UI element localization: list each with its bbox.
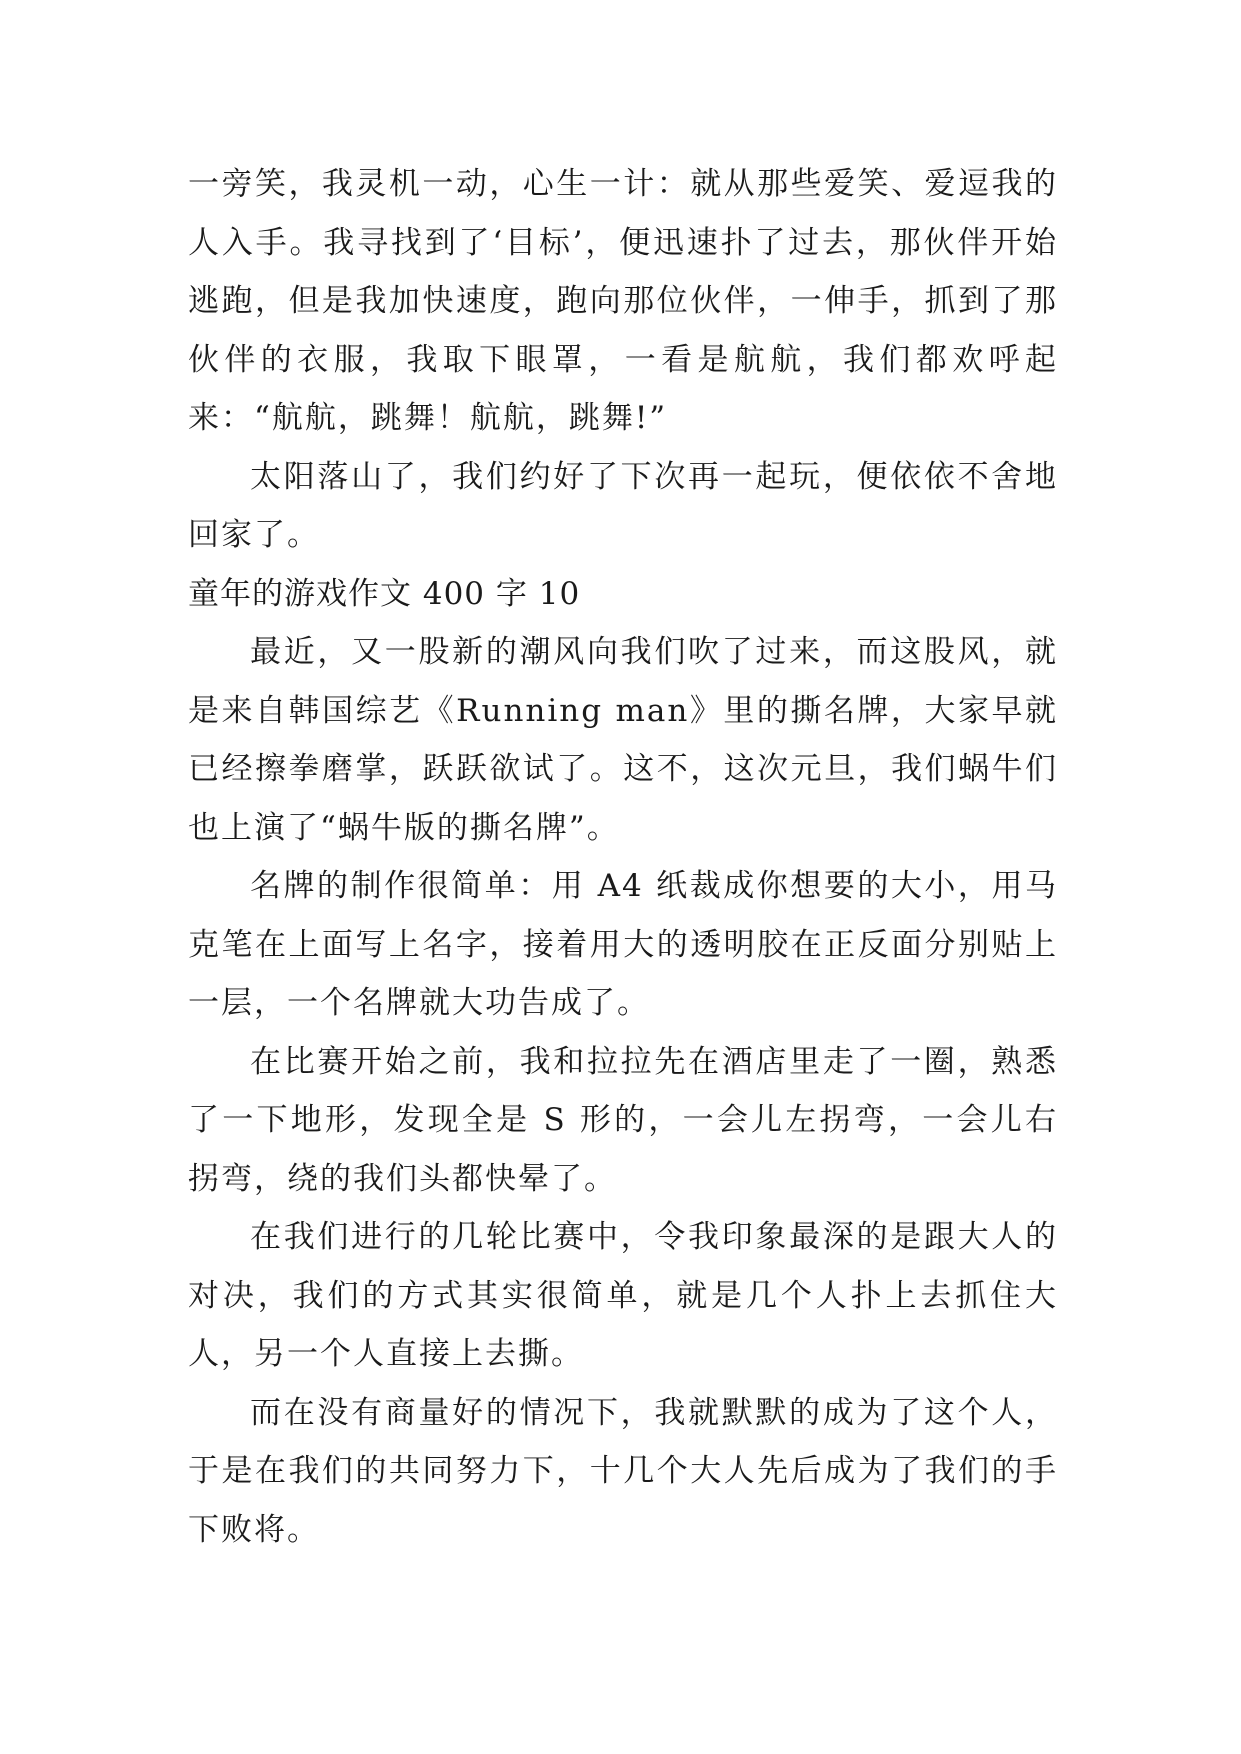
paragraph-adult-duel: 在我们进行的几轮比赛中，令我印象最深的是跟大人的对决，我们的方式其实很简单，就是几个人扑上去抓住大人，另一个人直接上去撕。 [188, 1219, 1058, 1372]
essay-title: 童年的游戏作文 400 字 10 [188, 575, 581, 612]
paragraph-sunset: 太阳落山了，我们约好了下次再一起玩，便依依不舍地回家了。 [188, 458, 1058, 553]
paragraph-continuation: 一旁笑，我灵机一动，心生一计：就从那些爱笑、爱逗我的人入手。我寻找到了‘目标’，便迅速扑了过去，那伙伴开始逃跑，但是我加快速度，跑向那位伙伴，一伸手，抓到了那伙伴的衣服，我取下眼罩，一看是航航，我们都欢呼起来：“航航，跳舞！航航，跳舞!” [188, 166, 1058, 436]
paragraph-trend: 最近，又一股新的潮风向我们吹了过来，而这股风，就是来自韩国综艺《Running man》里的撕名牌，大家早就已经擦拳磨掌，跃跃欲试了。这不，这次元旦，我们蜗牛们也上演了“蜗牛版的撕名牌”。 [188, 634, 1058, 846]
document-body [188, 155, 1058, 1559]
paragraph-terrain: 在比赛开始之前，我和拉拉先在酒店里走了一圈，熟悉了一下地形，发现全是 S 形的，一会儿左拐弯，一会儿右拐弯，绕的我们头都快晕了。 [188, 1043, 1058, 1197]
paragraph-name-tag: 名牌的制作很简单：用 A4 纸裁成你想要的大小，用马克笔在上面写上名字，接着用大的透明胶在正反面分别贴上一层，一个名牌就大功告成了。 [188, 868, 1058, 1021]
paragraph-victory: 而在没有商量好的情况下，我就默默的成为了这个人，于是在我们的共同努力下，十几个大人先后成为了我们的手下败将。 [188, 1394, 1058, 1548]
